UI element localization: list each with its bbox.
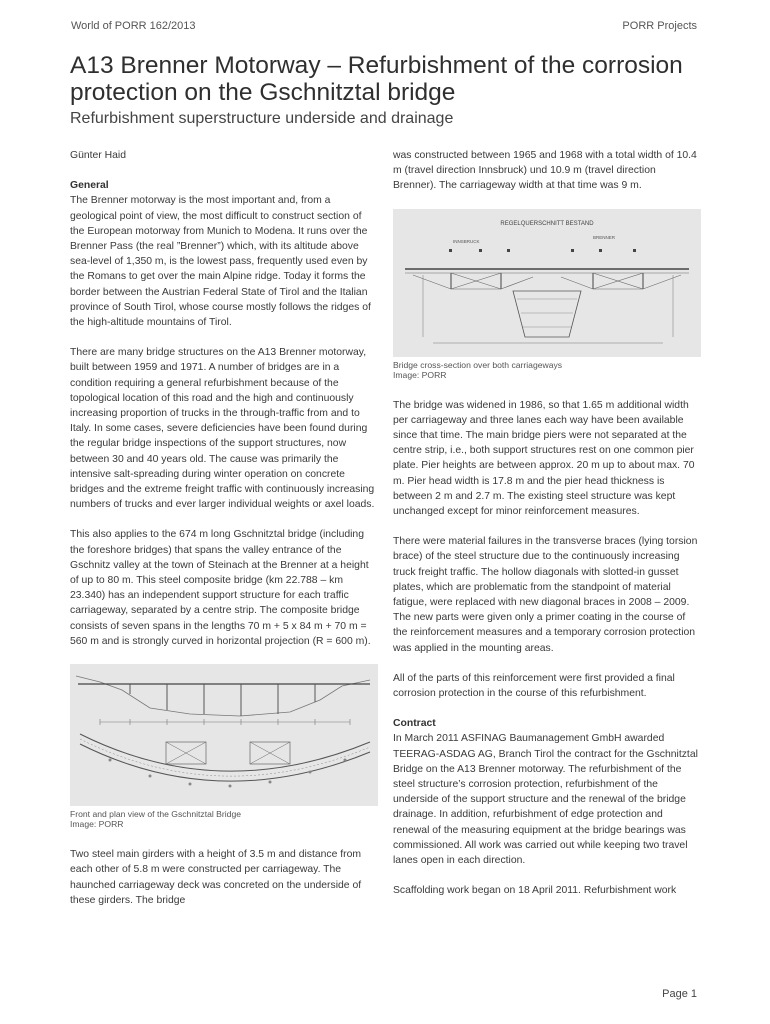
paragraph: Scaffolding work began on 18 April 2011. Refurbishment work — [393, 885, 677, 897]
author: Günter Haid — [70, 150, 127, 161]
heading-contract: Contract — [393, 718, 436, 730]
header-publication: World of PORR 162/2013 — [71, 20, 196, 32]
left-column — [70, 148, 378, 923]
figure-caption: Bridge cross-section over both carriageways Image: PORR — [393, 359, 563, 380]
paragraph: was constructed between 1965 and 1968 with a total width of 10.4 m (travel direction Innsbruck) und 10.9 m (travel direction Brenner). The carriageway width at that time was 9 m. — [393, 150, 697, 192]
article-title: A13 Brenner Motorway – Refurbishment of the corrosion protection on the Gschnitztal bridge — [70, 52, 683, 106]
paragraph: This also applies to the 674 m long Gschnitztal bridge (including the foreshore bridges) that spans the valley entrance of the Gschnitz valley at the town of Steinach at the Brenner at a height of up to 80 m. This steel composite bridge (km 22.788 – km 23.340) has an independent support structure for each traffic carriageway, separated by a centre strip. The composite bridge consists of seven spans in the lengths 70 m + 5 x 84 m + 70 m = 560 m and is strongly curved in horizontal projection (R = 600 m). — [70, 529, 371, 647]
drawing-label-left: INNSBRUCK — [453, 238, 480, 244]
header-section: PORR Projects — [622, 20, 697, 32]
article-subtitle: Refurbishment superstructure underside and drainage — [70, 110, 454, 127]
cross-section-drawing — [393, 209, 701, 357]
paragraph: The Brenner motorway is the most important and, from a geological point of view, the most difficult to construct section of the European motorway from Munich to Modena. It runs over the Brenner Pass (the real ”Brenner”) which, with its altitude above sea-level of 1,350 m, is the lowest pass, frequently used even by the Romans to get over the main Alpine ridge. Today it forms the border between the Austrian Federal State of Tirol and the Italian province of South Tirol, whose course mostly follows the ridges of the high-altitude mountains of Tirol. — [70, 195, 371, 329]
figure-front-plan-view — [70, 664, 378, 806]
right-column — [393, 148, 701, 914]
paragraph: The bridge was widened in 1986, so that 1.65 m additional width per carriageway and three lanes each way have been available since that time. The main bridge piers were not separated at the centre strip, i.e., both support structures rest on one common pier plate. Pier heights are between approx. 20 m up to about max. 70 m. Pier head width is 17.8 m and the pier head thickness is between 2 m and 2.7 m. The existing steel structure was kept unchanged except for minor reinforcement measures. — [393, 399, 695, 518]
paragraph: There were material failures in the transverse braces (lying torsion brace) of the steel structure due to the continuously increasing truck freight traffic. The hollow diagonals with slotted-in gusset plates, which are problematic from the standpoint of material fatigue, were replaced with new diagonal braces in 2008 – 2009. The new parts were given only a primer coating in the course of the reinforcement measures and a temporary corrosion protection was applied in the mounting areas. — [393, 536, 698, 654]
paragraph: All of the parts of this reinforcement were first provided a final corrosion protection in the course of this refurbishment. — [393, 672, 675, 700]
paragraph: In March 2011 ASFINAG Baumanagement GmbH awarded TEERAG-ASDAG AG, Branch Tirol the contract for the Gschnitztal Bridge on the A13 Brenner motorway. The refurbishment of the steel structure’s corrosion protection, refurbishment of the underside of the support structure and the renewal of the bridge drainage. In addition, refurbishment of edge protection and renewal of the measuring equipment at the bridge bearings was commissioned. All work was carried out while keeping two travel lanes open in each direction. — [393, 733, 698, 867]
page-number: Page 1 — [662, 988, 697, 1000]
drawing-title: REGELQUERSCHNITT BESTAND — [500, 220, 594, 227]
heading-general: General — [70, 180, 109, 192]
paragraph: Two steel main girders with a height of 3.5 m and distance from each other of 5.8 m were constructed per carriageway. The haunched carriageway deck was concreted on the underside of these girders. The bridge — [70, 849, 362, 906]
drawing-label-right: BRENNER — [593, 234, 616, 240]
paragraph: There are many bridge structures on the A13 Brenner motorway, built between 1959 and 1971. A number of bridges are in a condition requiring a general refurbishment because of the topological location of this road and the high and continuously increasing proportion of trucks in the through-traffic from and to Italy. In some cases, severe deficiencies have been found during the regular bridge inspections of the support structures, now between 30 and 40 years old. The cause was primarily the intensive salt-spreading during winter operation on concrete bridges and the extreme freight traffic with continuously increasing numbers of trucks and ever larger individual weights or axel loads. — [70, 347, 375, 511]
figure-cross-section — [393, 209, 701, 357]
bridge-elevation-drawing — [70, 664, 378, 806]
figure-caption: Front and plan view of the Gschnitztal Bridge Image: PORR — [70, 809, 242, 830]
